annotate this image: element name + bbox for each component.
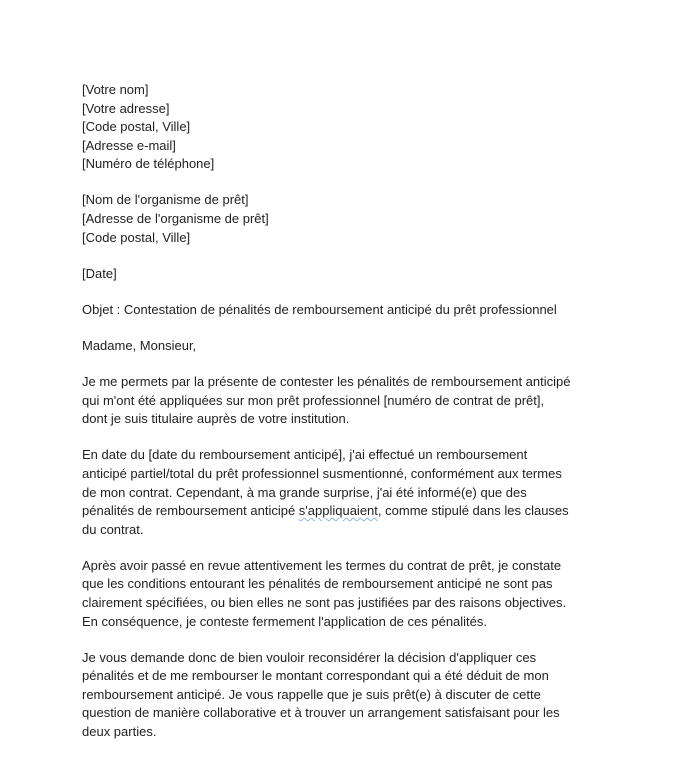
document-page[interactable] [82,81,602,759]
paragraph-line: que les conditions entourant les pénalités de remboursement anticipé ne sont pas [82,576,553,592]
line-text-before: pénalités de remboursement anticipé [82,503,299,519]
paragraph-line: anticipé partiel/total du prêt professionnel susmentionné, conformément aux termes [82,465,562,481]
paragraph-line: Je me permets par la présente de contester les pénalités de remboursement anticipé [82,374,571,390]
paragraph-line: de mon contrat. Cependant, à ma grande surprise, j'ai été informé(e) que des [82,484,527,500]
paragraph-line: qui m'ont été appliquées sur mon prêt professionnel [numéro de contrat de prêt], [82,392,545,408]
paragraph-line: deux parties. [82,724,157,740]
sender-address-block [82,81,602,174]
paragraph-line: Je vous demande donc de bien vouloir reconsidérer la décision d'appliquer ces [82,649,537,665]
paragraph-line: pénalités et de me rembourser le montant correspondant qui a été déduit de mon [82,668,549,684]
sender-postal-city: [Code postal, Ville] [82,119,191,135]
paragraph-3 [82,557,602,631]
sender-address: [Votre adresse] [82,100,170,116]
recipient-address-block [82,191,602,247]
paragraph-line [82,502,602,521]
paragraph-2 [82,446,602,539]
paragraph-4 [82,649,602,742]
letter-subject [82,301,602,320]
recipient-address: [Adresse de l'organisme de prêt] [82,211,269,227]
recipient-postal-city: [Code postal, Ville] [82,229,191,245]
paragraph-line: clairement spécifiées, ou bien elles ne sont pas justifiées par des raisons objectives. [82,594,567,610]
paragraph-line: Après avoir passé en revue attentivement les termes du contrat de prêt, je constate [82,557,562,573]
letter-date [82,265,602,284]
date-text: [Date] [82,265,117,281]
paragraph-line: question de manière collaborative et à trouver un arrangement satisfaisant pour les [82,705,560,721]
paragraph-line: remboursement anticipé. Je vous rappelle que je suis prêt(e) à discuter de cette [82,686,541,702]
subject-text: Objet : Contestation de pénalités de remboursement anticipé du prêt professionnel [82,301,557,317]
line-text-after: , comme stipulé dans les clauses [377,503,569,519]
salutation-text: Madame, Monsieur, [82,337,197,353]
recipient-name: [Nom de l'organisme de prêt] [82,192,249,208]
paragraph-1 [82,373,602,429]
paragraph-line: En date du [date du remboursement anticipé], j'ai effectué un remboursement [82,447,528,463]
paragraph-line: En conséquence, je conteste fermement l'application de ces pénalités. [82,613,488,629]
paragraph-line: du contrat. [82,521,144,537]
sender-phone: [Numéro de téléphone] [82,156,215,172]
sender-name: [Votre nom] [82,82,149,97]
paragraph-line: dont je suis titulaire auprès de votre institution. [82,411,350,427]
spellcheck-flagged-word[interactable]: s'appliquaient [298,503,378,519]
letter-salutation [82,337,602,356]
sender-email: [Adresse e-mail] [82,137,176,153]
